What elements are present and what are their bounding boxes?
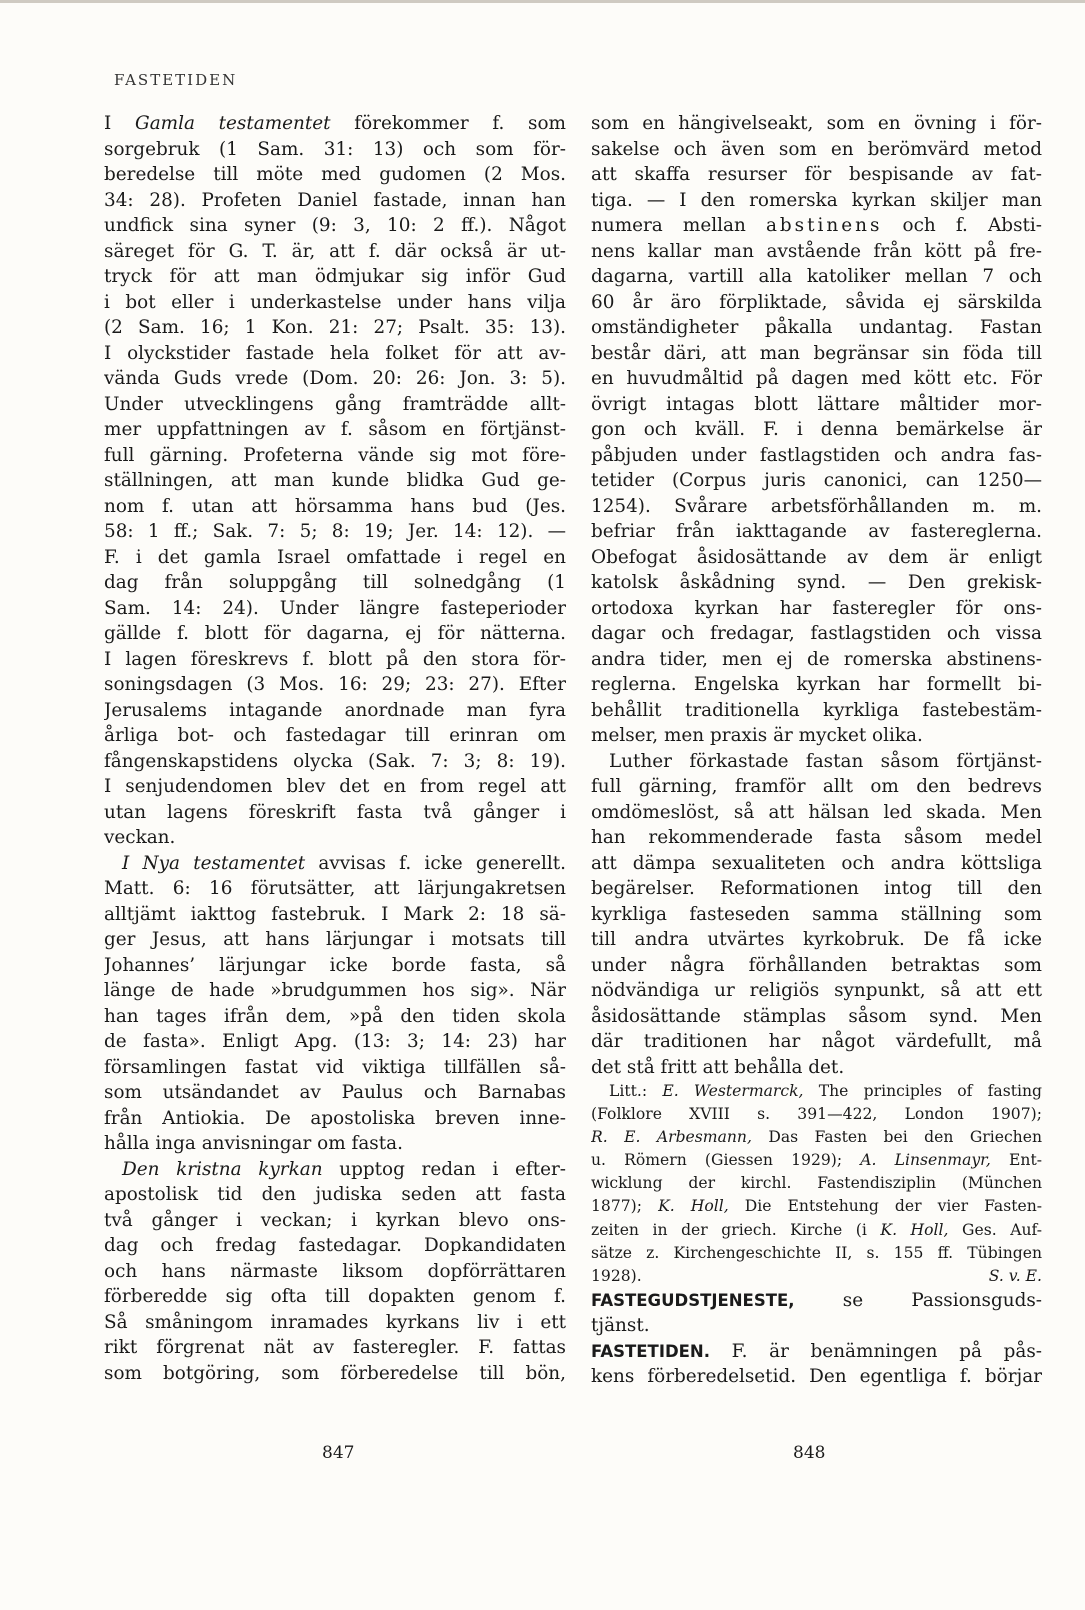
text-line [104, 876, 566, 902]
text-line [104, 1335, 566, 1361]
text-line [591, 978, 1042, 1004]
text-line [591, 239, 1042, 265]
text-run: han rekommenderade fasta såsom medel [591, 827, 1042, 848]
text-line [591, 1339, 1042, 1365]
text-line [104, 1310, 566, 1336]
text-run: består däri, att man begränsar sin föda till [591, 342, 1042, 364]
text-run: övrigt intagas blott lättare måltider mor- [591, 393, 1042, 415]
text-line [104, 672, 566, 698]
text-run: Johannes’ lärjungar icke borde fasta, så [104, 954, 566, 976]
text-run: Ent- [990, 1151, 1042, 1170]
text-run: begärelser. Reformationen intog till den [591, 878, 1042, 899]
text-run: katolsk åskådning synd. — Den grekisk- [591, 572, 1042, 593]
text-line [591, 800, 1042, 826]
text-line [104, 1208, 566, 1234]
text-run: I lagen föreskrevs f. blott på den stora för- [104, 648, 566, 670]
text-run: soningsdagen (3 Mos. 16: 29; 23: 27). Efter [104, 674, 566, 695]
text-line [591, 621, 1042, 647]
text-line [104, 366, 566, 392]
text-run: wicklung der kirchl. Fastendisziplin (München [591, 1174, 1042, 1193]
text-line [104, 978, 566, 1004]
text-run: och hans närmaste liksom dopförrättaren [104, 1260, 566, 1282]
running-head: FASTETIDEN [114, 71, 238, 89]
text-line [591, 545, 1042, 571]
text-line [591, 851, 1042, 877]
text-line [104, 392, 566, 418]
text-run: Under utvecklingens gång framträdde allt- [104, 393, 566, 415]
text-run: årliga bot- och fastedagar till erinran om [104, 725, 566, 746]
text-line [591, 902, 1042, 928]
text-run: se Passionsguds- [794, 1289, 1042, 1311]
text-line [591, 672, 1042, 698]
italic-run: Gamla testamentet [135, 113, 331, 134]
text-line [591, 494, 1042, 520]
text-line [591, 519, 1042, 545]
text-line [591, 1195, 1042, 1218]
text-run: församlingen fastat vid viktiga tillfällen så- [104, 1056, 566, 1078]
text-run: nens kallar man avstående från kött på fre- [591, 240, 1042, 262]
text-run: dag från soluppgång till solnedgång (1 [104, 572, 566, 593]
text-run: omständigheter påkalla undantag. Fastan [591, 317, 1042, 338]
text-line [104, 315, 566, 341]
text-line [591, 596, 1042, 622]
text-run: alltjämt iakttog fastebruk. I Mark 2: 18 sä- [104, 903, 566, 925]
text-line [591, 392, 1042, 418]
text-line [104, 1080, 566, 1106]
text-run: 1877); [591, 1197, 659, 1216]
text-run: I [104, 113, 135, 134]
italic-run: R. E. Arbesmann, [591, 1128, 752, 1147]
text-line [591, 443, 1042, 469]
text-run: omdömeslöst, så att hälsan led skada. Men [591, 801, 1042, 823]
text-line [104, 1259, 566, 1285]
text-line [591, 1172, 1042, 1195]
text-run: kyrkliga fasteseden samma ställning som [591, 903, 1042, 925]
text-line [591, 188, 1042, 214]
text-line [591, 723, 1042, 749]
text-line [591, 1364, 1042, 1390]
literature-references [591, 1080, 1042, 1288]
text-run: undfick sina syner (9: 3, 10: 2 ff.). Något [104, 215, 566, 236]
text-run: I olyckstider fastade hela folket för att av- [104, 342, 566, 364]
text-line [591, 825, 1042, 851]
text-run: dagar och fredagar, fastlagstiden och vissa [591, 623, 1042, 644]
text-line [104, 417, 566, 443]
text-line [104, 1233, 566, 1259]
text-run: The principles of fasting [803, 1082, 1042, 1100]
text-run: upptog redan i efter- [322, 1158, 566, 1180]
text-run: och f. Absti- [882, 215, 1042, 236]
text-line [104, 239, 566, 265]
text-line [591, 1313, 1042, 1339]
text-run: dag och fredag fastedagar. Dopkandidaten [104, 1235, 566, 1256]
text-line [591, 162, 1042, 188]
text-line [104, 851, 566, 877]
text-run: 1254). Svårare arbetsförhållanden m. m. [591, 495, 1042, 517]
text-line [591, 1126, 1042, 1149]
text-run: F. är benämningen på pås- [710, 1340, 1042, 1362]
italic-run: A. Linsenmayr, [860, 1151, 991, 1170]
page-number-left: 847 [322, 1443, 355, 1463]
text-line [104, 468, 566, 494]
text-line [104, 596, 566, 622]
text-run: dagarna, vartill alla katoliker mellan 7 och [591, 266, 1042, 287]
text-line [591, 1288, 1042, 1314]
text-line [591, 341, 1042, 367]
text-run: nödvändiga ur religiös synpunkt, så att ett [591, 980, 1042, 1001]
text-run: gällde f. blott för dagarna, ej för nätterna. [104, 623, 566, 644]
text-line [591, 927, 1042, 953]
text-line [104, 519, 566, 545]
text-line [104, 570, 566, 596]
text-run: påbjuden under fastlagstiden och andra fas- [591, 444, 1042, 466]
text-run: Obefogat åsidosättande av dem är enligt [591, 546, 1042, 568]
text-run: tryck för att man ödmjukar sig inför Gud [104, 266, 566, 287]
text-line [104, 749, 566, 775]
text-run: från Antiokia. De apostoliska breven inne- [104, 1107, 566, 1129]
text-line [591, 876, 1042, 902]
text-line [104, 774, 566, 800]
text-line [591, 647, 1042, 673]
text-run: som botgöring, som förberedelse till bön, [104, 1362, 566, 1384]
text-run: Så småningom inramades kyrkans liv i ett [104, 1311, 566, 1333]
text-line [591, 315, 1042, 341]
text-line [591, 1004, 1042, 1030]
text-run: sorgebruk (1 Sam. 31: 13) och som för- [104, 138, 566, 160]
column-right [591, 111, 1042, 1390]
text-line [591, 1080, 1042, 1103]
text-line [104, 953, 566, 979]
text-line [104, 545, 566, 571]
text-run: tiga. — I den romerska kyrkan skiljer man [591, 189, 1042, 211]
text-run: ställningen, att man kunde blidka Gud ge- [104, 470, 566, 491]
text-run: under några förhållanden betraktas som [591, 954, 1042, 976]
text-line [104, 111, 566, 137]
text-line [104, 290, 566, 316]
text-line [104, 1055, 566, 1081]
text-run: förberedde sig ofta till dopakten genom f. [104, 1286, 566, 1307]
article-body-right [591, 111, 1042, 1080]
text-run: Luther förkastade fastan såsom förtjänst- [609, 750, 1042, 772]
text-line [591, 468, 1042, 494]
text-line [104, 1106, 566, 1132]
text-line [104, 1004, 566, 1030]
text-line [591, 1219, 1042, 1242]
text-run: åsidosättande stämplas såsom synd. Men [591, 1005, 1042, 1027]
text-run: det stå fritt att behålla det. [591, 1056, 845, 1078]
text-line [104, 443, 566, 469]
text-run: ger Jesus, att hans lärjungar i motsats till [104, 929, 566, 950]
text-run: full gärning. Profeterna vände sig mot före- [104, 444, 566, 466]
text-run: kens förberedelsetid. Den egentliga f. börjar [591, 1366, 1042, 1388]
text-line [104, 800, 566, 826]
text-run: full gärning, framför allt om den bedrevs [591, 776, 1042, 797]
italic-run: I Nya testamentet [122, 852, 306, 874]
text-run: mer uppfattningen av f. såsom en förtjänst- [104, 419, 566, 440]
text-run: han tages ifrån dem, »på den tiden skola [104, 1005, 566, 1027]
text-line [104, 162, 566, 188]
column-left [104, 111, 566, 1386]
italic-run: Den kristna kyrkan [122, 1158, 323, 1180]
text-line [104, 1361, 566, 1387]
text-line [104, 902, 566, 928]
text-line [591, 1029, 1042, 1055]
text-run: (2 Sam. 16; 1 Kon. 21: 27; Psalt. 35: 13). [104, 317, 566, 338]
text-run: fångenskapstidens olycka (Sak. 7: 3; 8: 19). [104, 750, 566, 772]
text-run: förekommer f. som [330, 113, 566, 134]
text-run: som utsändandet av Paulus och Barnabas [104, 1082, 566, 1103]
text-run: (Folklore XVIII s. 391—422, London 1907); [591, 1105, 1042, 1124]
text-run: två gånger i veckan; i kyrkan blevo ons- [104, 1209, 566, 1231]
text-run: Litt.: [609, 1082, 663, 1100]
text-line [104, 494, 566, 520]
text-run: att skaffa resurser för bespisande av fat- [591, 164, 1042, 185]
text-line [591, 953, 1042, 979]
text-line [591, 264, 1042, 290]
text-line [104, 188, 566, 214]
text-line [591, 1103, 1042, 1126]
text-line [104, 264, 566, 290]
text-line [104, 137, 566, 163]
text-run: Jerusalems intagande anordnade man fyra [104, 699, 566, 721]
italic-run: K. Holl, [880, 1220, 949, 1239]
text-run: zeiten in der griech. Kirche (i [591, 1220, 881, 1239]
text-run: till andra utvärtes kyrkobruk. De få icke [591, 929, 1042, 950]
text-run: veckan. [104, 827, 176, 848]
text-run: en huvudmåltid på dagen med kött etc. För [591, 368, 1042, 389]
text-line [591, 1055, 1042, 1081]
text-run: F. i det gamla Israel omfattade i regel en [104, 546, 566, 568]
text-run: numera mellan [591, 215, 766, 236]
dictionary-entries [591, 1288, 1042, 1390]
text-line [591, 213, 1042, 239]
text-run: 58: 1 ff.; Sak. 7: 5; 8: 19; Jer. 14: 12). — [104, 521, 566, 542]
spaced-term: abstinens [765, 215, 883, 236]
text-line [104, 213, 566, 239]
text-run: vända Guds vrede (Dom. 20: 26: Jon. 3: 5). [104, 368, 566, 389]
text-line [591, 1149, 1042, 1172]
text-line [591, 366, 1042, 392]
text-run: de fasta». Enligt Apg. (13: 3; 14: 23) har [104, 1031, 566, 1052]
text-line [104, 723, 566, 749]
italic-run: K. Holl, [658, 1197, 729, 1216]
text-line [104, 1029, 566, 1055]
text-run: apostolisk tid den judiska seden att fasta [104, 1184, 566, 1205]
text-run: rikt förgrenat nät av fasteregler. F. fattas [104, 1337, 566, 1358]
text-line [104, 1182, 566, 1208]
text-run: länge de hade »brudgummen hos sig». När [104, 980, 566, 1001]
entry-headword: FASTEGUDSTJENESTE, [591, 1290, 795, 1310]
text-line [591, 570, 1042, 596]
text-run: beredelse till möte med gudomen (2 Mos. [104, 164, 566, 185]
text-run: befriar från iakttagande av fastereglerna. [591, 521, 1042, 542]
text-run: u. Römern (Giessen 1929); [591, 1151, 861, 1170]
text-run: melser, men praxis är mycket olika. [591, 725, 923, 746]
text-run: 34: 28). Profeten Daniel fastade, innan han [104, 189, 566, 211]
text-run: reglerna. Engelska kyrkan har formellt bi- [591, 674, 1042, 695]
text-line [591, 137, 1042, 163]
text-run: att dämpa sexualiteten och andra köttsliga [591, 852, 1042, 874]
text-line [104, 825, 566, 851]
text-line [591, 1265, 1042, 1288]
text-run: behållit traditionella kyrkliga fastebestäm- [591, 699, 1042, 721]
text-line [591, 698, 1042, 724]
text-line [104, 1131, 566, 1157]
text-line [104, 647, 566, 673]
text-run: sakelse och även som en berömvärd metod [591, 138, 1042, 160]
text-line [591, 417, 1042, 443]
text-run: i bot eller i underkastelse under hans vilja [104, 291, 566, 313]
text-run: 1928). [591, 1266, 642, 1285]
text-run: Matt. 6: 16 förutsätter, att lärjungakretsen [104, 878, 566, 899]
text-run: hålla inga anvisningar om fasta. [104, 1133, 403, 1154]
text-line [591, 290, 1042, 316]
text-run: 60 år äro förpliktade, såvida ej särskilda [591, 291, 1042, 313]
text-run: ortodoxa kyrkan har fasteregler för ons- [591, 597, 1042, 619]
page-top-edge [0, 0, 1085, 3]
text-line [591, 774, 1042, 800]
text-line [104, 698, 566, 724]
text-run: tetider (Corpus juris canonici, can 1250— [591, 470, 1042, 491]
text-run: tjänst. [591, 1315, 650, 1337]
text-run: som en hängivelseakt, som en övning i för- [591, 113, 1042, 134]
entry-headword: FASTETIDEN. [591, 1341, 710, 1361]
author-signature: S. v. E. [988, 1266, 1042, 1285]
text-line [591, 111, 1042, 137]
page-number-right: 848 [793, 1443, 826, 1463]
text-line [104, 1284, 566, 1310]
text-run: avvisas f. icke generellt. [305, 852, 566, 874]
text-line [104, 341, 566, 367]
text-run: säreget för G. T. är, att f. där också är ut- [104, 240, 566, 262]
text-line [104, 1157, 566, 1183]
text-run: Ges. Auf- [948, 1220, 1042, 1239]
text-run: utan lagens föreskrift fasta två gånger i [104, 801, 566, 823]
text-line [591, 749, 1042, 775]
text-line [104, 621, 566, 647]
text-run: där traditionen har något värdefullt, må [591, 1031, 1042, 1052]
text-run: Das Fasten bei den Griechen [751, 1128, 1042, 1147]
italic-run: E. Westermarck, [662, 1082, 804, 1100]
text-line [104, 927, 566, 953]
text-run: I senjudendomen blev det en from regel att [104, 776, 566, 797]
text-run: sätze z. Kirchengeschichte II, s. 155 ff. Tübingen [591, 1243, 1042, 1262]
text-line [591, 1242, 1042, 1265]
text-run: andra tider, men ej de romerska abstinens- [591, 648, 1042, 670]
text-run: Die Entstehung der vier Fasten- [728, 1197, 1042, 1216]
text-run: Sam. 14: 24). Under längre fasteperioder [104, 597, 566, 619]
text-run: nom f. utan att hörsamma hans bud (Jes. [104, 495, 566, 517]
text-run: gon och kväll. F. i denna bemärkelse är [591, 419, 1042, 440]
